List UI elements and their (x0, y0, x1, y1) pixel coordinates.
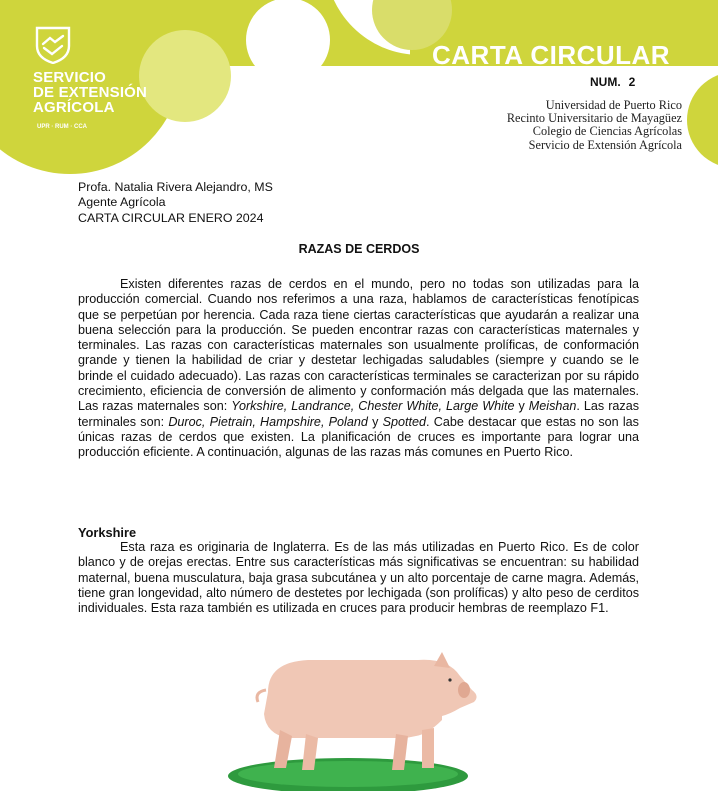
institution-line: Universidad de Puerto Rico (545, 98, 682, 112)
institution-line: Servicio de Extensión Agrícola (528, 137, 682, 152)
institution-line: Recinto Universitario de Mayagüez (506, 111, 682, 126)
logo-line-1: SERVICIO (33, 69, 107, 86)
extension-logo-text (33, 70, 147, 115)
institution-line: Colegio de Ciencias Agrícolas (532, 124, 682, 139)
yorkshire-pig-image (228, 650, 498, 791)
yorkshire-paragraph: Esta raza es originaria de Inglaterra. Es de las más utilizadas en Puerto Rico. Es de color blanco y de orejas erectas. Entre sus características más significativas se encuentran: su habilidad maternal, buena musculatura, baja grasa subcutánea y un alto porcentaje de carne magra. Además, tiene gran longevidad, alto número de destetes por lechigada (son prolíficas) y alto peso de cerditos individuales. Esta raza también es utilizada en cruces para producir hembras de reemplazo F1. (78, 540, 639, 616)
section-heading-yorkshire: Yorkshire (78, 525, 137, 540)
circular-date: CARTA CIRCULAR ENERO 2024 (78, 210, 264, 225)
banner-title: CARTA CIRCULAR (432, 40, 671, 70)
institution-block (507, 99, 682, 152)
logo-subtitle: UPR · RUM · CCA (37, 124, 87, 130)
logo-line-3: AGRÍCOLA (33, 99, 115, 116)
author-role: Agente Agrícola (78, 195, 166, 210)
author-name: Profa. Natalia Rivera Alejandro, MS (78, 180, 273, 194)
terminal-breeds: Duroc, Pietrain, Hampshire, Poland (168, 414, 368, 429)
maternal-breeds: Yorkshire, Landrance, Chester White, Large White (231, 399, 515, 414)
intro-paragraph: Existen diferentes razas de cerdos en el mundo, pero no todas son utilizadas para la producción comercial. Cuando nos referimos a una raza, hablamos de características fenotípicas que se perpetúan por herencia. Cada raza tiene ciertas características que ayudarán a realizar una buena selección para la producción. Se pueden encontrar razas con características maternales y terminales. Las razas con características maternales son usualmente prolíficas, de conformación grande y tienen la habilidad de criar y destetar lechigadas saludables (siempre y cuando se le brinde el cuidado adecuado). Las razas con características terminales se caracterizan por su rápido crecimiento, eficiencia de conversión de alimento y conformación más delgada que las maternales. Las razas maternales son: Yorkshire, Landrance, Chester White, Large White y Meishan. Las razas terminales son: Duroc, Pietrain, Hampshire, Poland y Spotted. Cabe destacar que estas no son las únicas razas de cerdos que existen. La planificación de cruces es importante para lograr una producción eficiente. A continuación, algunas de las razas más comunes en Puerto Rico. (78, 277, 640, 460)
num-value: 2 (628, 75, 636, 89)
issue-number (590, 75, 635, 89)
logo-line-2: DE EXTENSIÓN (33, 84, 148, 101)
document-title: RAZAS DE CERDOS (298, 242, 420, 256)
extension-logo-icon (33, 24, 73, 64)
author-block (78, 180, 273, 226)
num-label: NUM. (590, 75, 621, 89)
